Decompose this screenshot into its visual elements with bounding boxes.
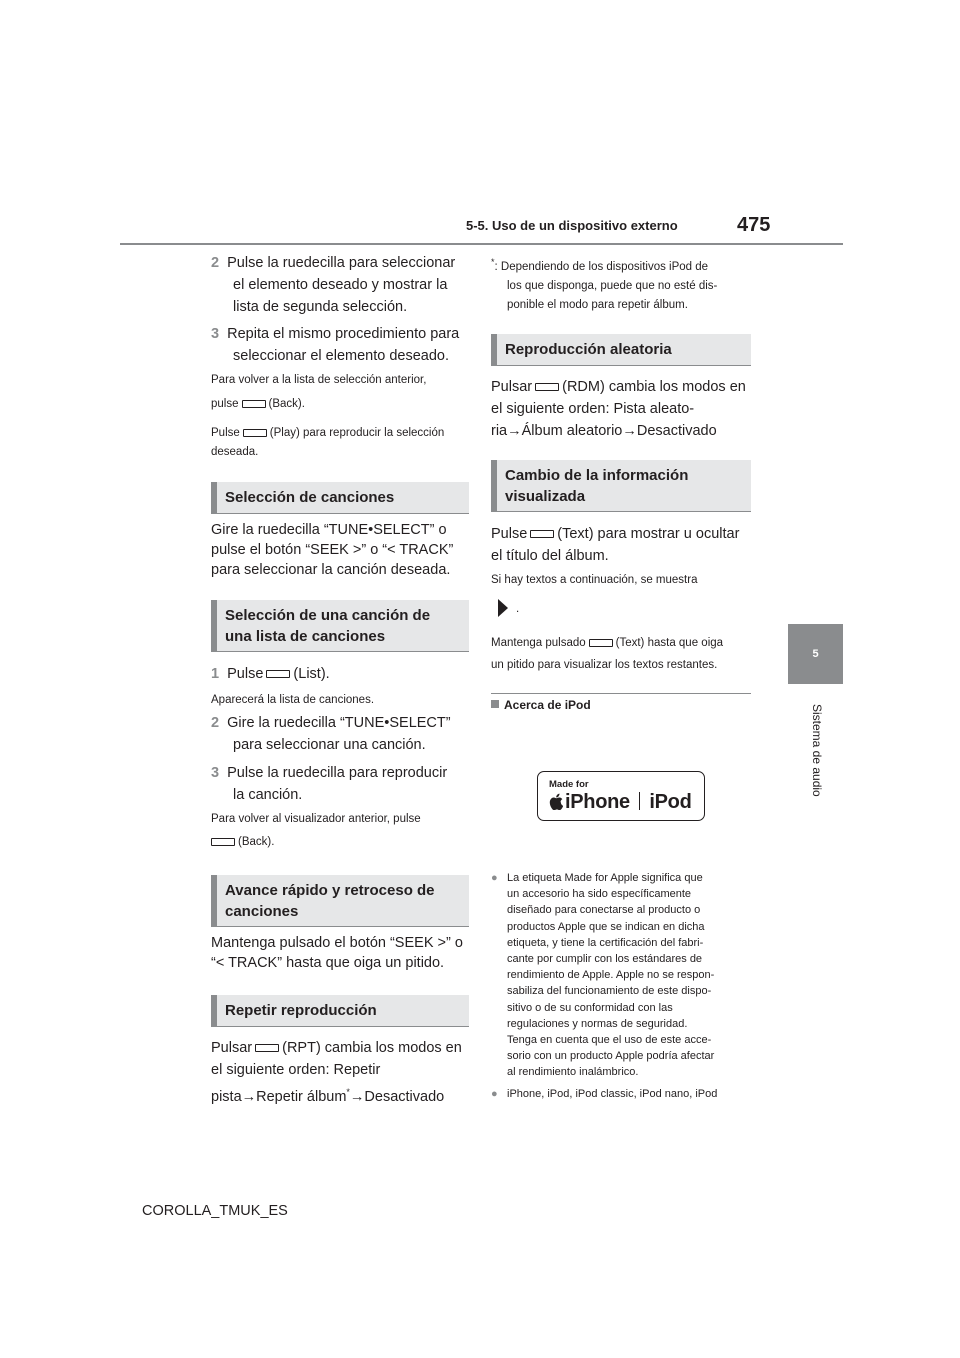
paragraph-text: pista <box>211 1088 242 1105</box>
paragraph-line: pulse el botón “SEEK >” o “< TRACK” <box>211 542 454 558</box>
step-text: Pulse <box>227 666 264 682</box>
footnote-text: : Dependiendo de los dispositivos iPod de <box>494 260 709 273</box>
step-text: para seleccionar una canción. <box>233 737 426 753</box>
footnote-mark: * <box>346 1087 350 1097</box>
section-heading-info <box>491 460 751 512</box>
note-text: (Text) hasta que oiga <box>615 637 724 649</box>
note-text: Mantenga pulsado <box>491 637 586 649</box>
button-placeholder-icon <box>535 383 559 391</box>
subsection-rule <box>491 693 751 694</box>
section-heading-list <box>211 600 469 652</box>
paragraph-text: Repetir álbum <box>256 1088 347 1105</box>
bullet-line: sabiliza del funcionamiento de este dispo- <box>507 985 712 998</box>
paragraph-text: Pulsar <box>211 1040 253 1056</box>
arrow-right-icon <box>496 598 510 623</box>
list-back-note <box>211 810 469 852</box>
chapter-label: Sistema de audio <box>810 704 824 797</box>
running-header: 5-5. Uso de un dispositivo externo <box>466 218 678 233</box>
heading-text: Avance rápido y retroceso de <box>225 882 435 899</box>
paragraph-text: (RDM) cambia los modos en <box>562 379 746 395</box>
circle-bullet-icon: ● <box>491 872 498 884</box>
footnote-text: los que disponga, puede que no esté dis- <box>507 279 718 292</box>
note-text: Pulse <box>211 427 240 439</box>
note-text: pulse <box>211 398 239 410</box>
step-number: 1 <box>211 666 220 682</box>
subsection-title: Acerca de iPod <box>504 698 591 712</box>
step-text: (List). <box>293 666 330 682</box>
heading-text: Cambio de la información <box>505 467 689 484</box>
heading-text: una lista de canciones <box>225 628 386 645</box>
paragraph-line: el siguiente orden: Pista aleato- <box>491 401 695 417</box>
circle-bullet-icon: ● <box>491 1088 498 1100</box>
bullet-ipod-list <box>491 1086 751 1102</box>
heading-text: Reproducción aleatoria <box>505 341 672 358</box>
text-paragraph <box>491 523 751 567</box>
button-placeholder-icon <box>243 429 267 437</box>
text-note-end: . <box>516 603 520 615</box>
badge-iphone-text: iPhone <box>565 791 630 813</box>
footnote-text: ponible el modo para repetir álbum. <box>507 298 688 311</box>
list-step-3 <box>211 762 469 806</box>
note-text: (Back). <box>268 398 305 410</box>
bullet-line: cante por cumplir con los estándares de <box>507 953 703 966</box>
paragraph-text: Pulse <box>491 526 528 542</box>
button-placeholder-icon <box>242 400 266 408</box>
bullet-line: La etiqueta Made for Apple significa que <box>507 872 703 884</box>
heading-text: visualizada <box>505 488 586 505</box>
chapter-tab <box>788 624 843 684</box>
section-heading-repeat <box>211 995 469 1027</box>
step-text: el elemento deseado y mostrar la <box>233 277 448 293</box>
paragraph-text: ria <box>491 423 508 439</box>
step-text: Repita el mismo procedimiento para <box>227 326 460 342</box>
badge-ipod-text: iPod <box>649 791 692 813</box>
step-text: la canción. <box>233 787 303 803</box>
button-placeholder-icon <box>255 1044 279 1052</box>
random-paragraph <box>491 376 751 442</box>
text-hold-note <box>491 634 751 675</box>
step-number: 2 <box>211 255 220 271</box>
paragraph-line: el siguiente orden: Repetir <box>211 1062 381 1078</box>
square-bullet-icon <box>491 700 499 708</box>
paragraph-text: Álbum aleatorio <box>521 423 623 439</box>
bullet-text <box>491 870 751 1081</box>
bullet-made-for-apple <box>491 870 751 1081</box>
ff-paragraph <box>211 933 469 973</box>
songs-paragraph <box>211 520 469 580</box>
step-number: 3 <box>211 326 220 342</box>
footnote-mark: * <box>491 257 495 267</box>
step-text: Gire la ruedecilla “TUNE•SELECT” <box>227 715 451 731</box>
heading-text: canciones <box>225 903 299 920</box>
paragraph-line: Mantenga pulsado el botón “SEEK >” o <box>211 935 463 951</box>
section-heading-random <box>491 334 751 366</box>
step-2 <box>211 252 469 318</box>
paragraph-line: el título del álbum. <box>491 548 609 564</box>
button-placeholder-icon <box>211 838 235 846</box>
bullet-line: Tenga en cuenta que el uso de este acce- <box>507 1034 712 1047</box>
paragraph-text: (RPT) cambia los modos en <box>282 1040 462 1056</box>
list-note: Aparecerá la lista de canciones. <box>211 694 375 706</box>
note-back <box>211 371 469 414</box>
paragraph-text: Desactivado <box>364 1088 445 1105</box>
document-footer: COROLLA_TMUK_ES <box>142 1203 288 1219</box>
note-play <box>211 424 469 462</box>
bullet-line: rendimiento de Apple. Apple no se respon- <box>507 969 715 982</box>
text-note: Si hay textos a continuación, se muestra <box>491 574 698 586</box>
bullet-line: al rendimiento inalámbrico. <box>507 1066 639 1079</box>
arrow-icon: → <box>349 1088 365 1105</box>
bullet-text: iPhone, iPod, iPod classic, iPod nano, iPod <box>507 1088 718 1100</box>
step-text: lista de segunda selección. <box>233 299 408 315</box>
paragraph-line: Gire la ruedecilla “TUNE•SELECT” o <box>211 522 447 538</box>
badge-small-text: Made for <box>549 779 589 790</box>
paragraph-line: para seleccionar la canción deseada. <box>211 562 451 578</box>
paragraph-text: Desactivado <box>636 423 717 439</box>
heading-text: Selección de canciones <box>225 489 395 506</box>
section-heading-songs <box>211 482 469 514</box>
list-step-1 <box>211 663 469 685</box>
chapter-number: 5 <box>812 648 819 660</box>
paragraph-text: Pulsar <box>491 379 533 395</box>
bullet-line: diseñado para conectarse al producto o <box>507 904 701 917</box>
page-number: 475 <box>737 214 771 236</box>
arrow-icon: → <box>622 423 637 439</box>
list-step-2 <box>211 712 469 756</box>
paragraph-line: “< TRACK” hasta que oiga un pitido. <box>211 955 445 971</box>
step-text: Pulse la ruedecilla para seleccionar <box>227 255 456 271</box>
apple-logo-icon <box>549 793 563 810</box>
note-text: Para volver a la lista de selección anterior, <box>211 374 427 386</box>
bullet-line: etiqueta, y tiene la certificación del fabri- <box>507 936 704 949</box>
step-text: Pulse la ruedecilla para reproducir <box>227 765 448 781</box>
bullet-line: sitivo o de su conformidad con las <box>507 1001 673 1014</box>
note-text: (Play) para reproducir la selección <box>269 427 445 439</box>
header-rule <box>120 243 843 245</box>
note-text: Para volver al visualizador anterior, pulse <box>211 813 421 825</box>
repeat-paragraph <box>211 1037 469 1108</box>
button-placeholder-icon <box>530 530 554 538</box>
footnote <box>491 253 751 315</box>
heading-text: Repetir reproducción <box>225 1002 377 1019</box>
note-text: deseada. <box>211 446 259 458</box>
button-placeholder-icon <box>589 639 613 647</box>
badge-divider <box>639 792 641 810</box>
heading-text: Selección de una canción de <box>225 607 431 624</box>
paragraph-text: (Text) para mostrar u ocultar <box>557 526 740 542</box>
made-for-iphone-ipod-badge <box>537 771 705 821</box>
step-number: 2 <box>211 715 220 731</box>
note-text: un pitido para visualizar los textos restantes. <box>491 659 718 671</box>
section-heading-fastforward <box>211 875 469 927</box>
bullet-line: productos Apple que se indican en dicha <box>507 920 705 933</box>
bullet-line: regulaciones y normas de seguridad. <box>507 1017 688 1030</box>
bullet-line: sorio con un producto Apple podría afectar <box>507 1050 715 1063</box>
button-placeholder-icon <box>266 670 290 678</box>
arrow-icon: → <box>507 423 522 439</box>
bullet-line: un accesorio ha sido específicamente <box>507 888 692 901</box>
step-3 <box>211 323 469 367</box>
subsection-heading-ipod <box>491 698 751 712</box>
arrow-icon: → <box>241 1088 257 1105</box>
note-text: (Back). <box>238 836 275 848</box>
step-number: 3 <box>211 765 220 781</box>
step-text: seleccionar el elemento deseado. <box>233 348 450 364</box>
